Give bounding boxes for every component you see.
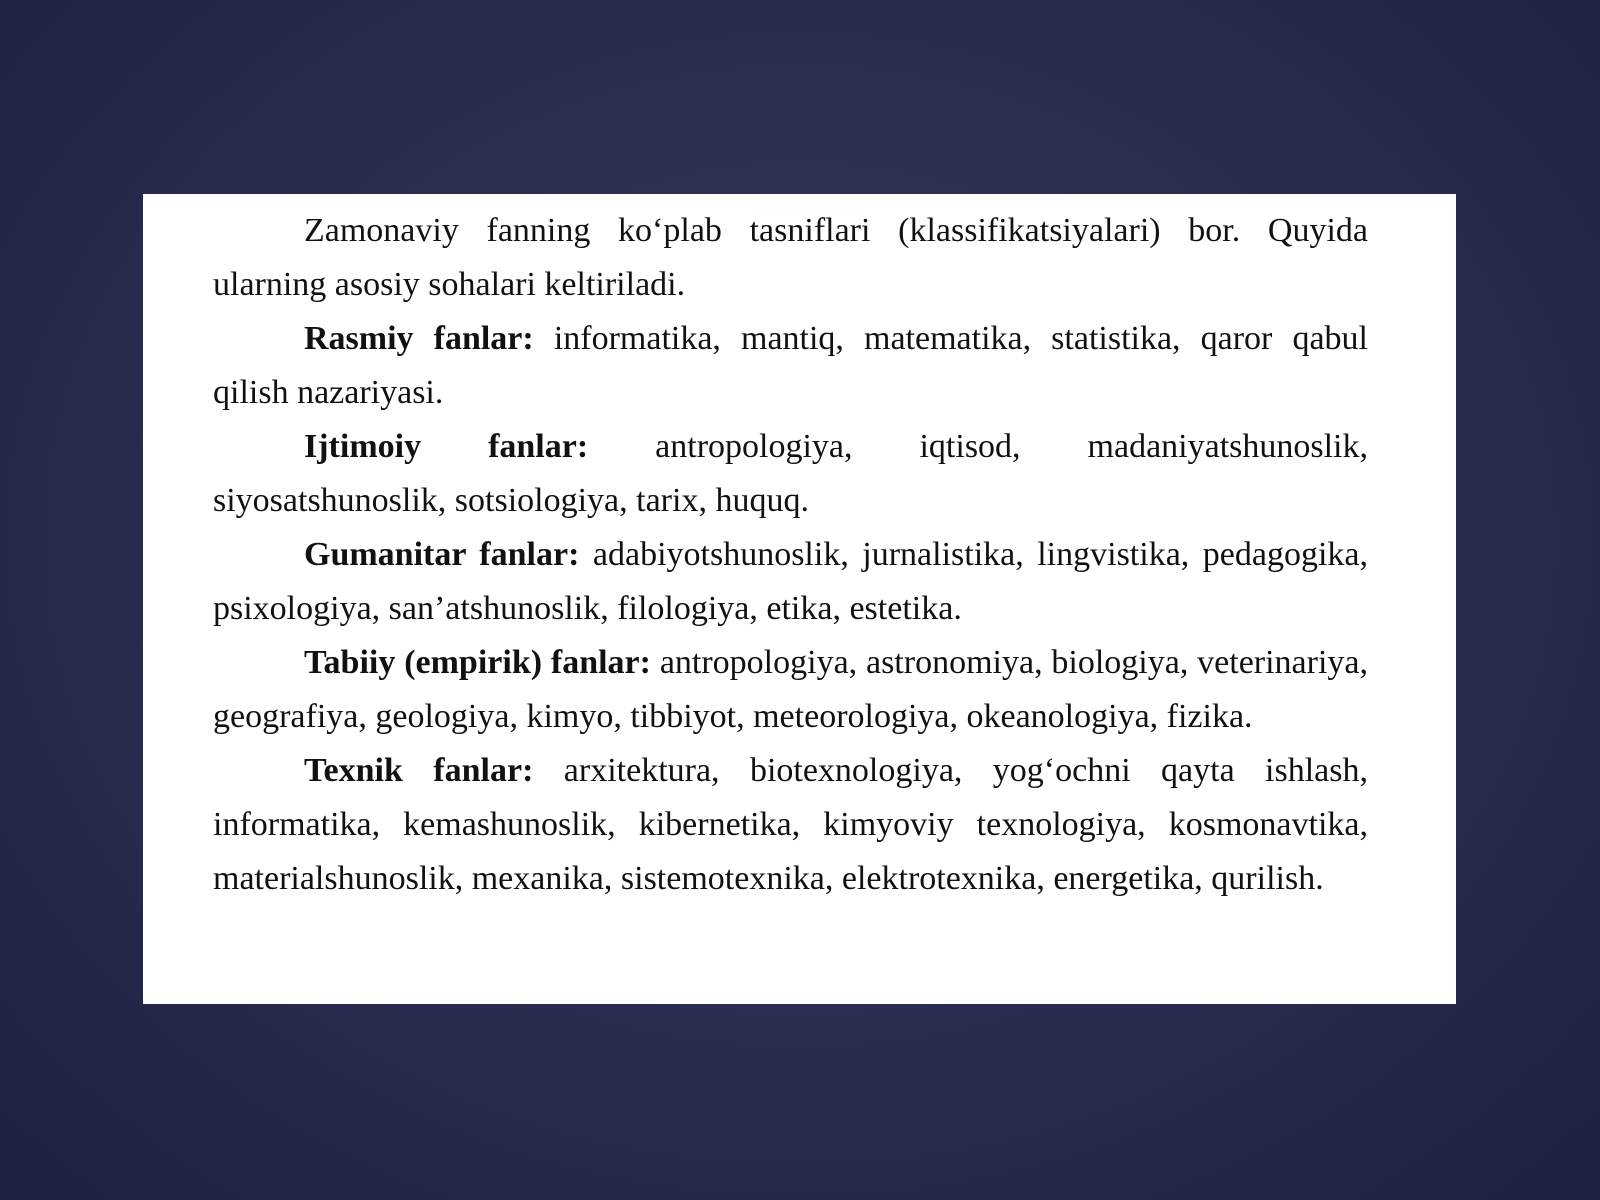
natural-sciences-text: antropologiya, astronomiya, biologiya, veterinariya, geografiya, geologiya, kimyo, tibbiyot, meteorologiya, okeanologiya, fizika. [213,644,1369,735]
intro-paragraph [213,204,1368,312]
humanities-paragraph [213,528,1368,636]
technical-sciences-term: Texnik fanlar: [304,752,534,789]
humanities-text: adabiyotshunoslik, jurnalistika, lingvistika, pedagogika, psixologiya, san’atshunoslik, filologiya, etika, estetika. [213,536,1368,627]
natural-sciences-term: Tabiiy (empirik) fanlar: [304,644,651,681]
formal-sciences-text: informatika, mantiq, matematika, statistika, qaror qabul qilish nazariyasi. [213,320,1368,411]
intro-text: Zamonaviy fanning ko‘plab tasniflari (klassifikatsiyalari) bor. Quyida ularning asosiy sohalari keltiriladi. [213,212,1368,303]
technical-sciences-text: arxitektura, biotexnologiya, yog‘ochni qayta ishlash, informatika, kemashunoslik, kibernetika, kimyoviy texnologiya, kosmonavtika, materialshunoslik, mexanika, sistemotexnika, elektrotexnika, energetika, qurilish. [213,752,1369,897]
social-sciences-paragraph [213,420,1368,528]
social-sciences-text: antropologiya, iqtisod, madaniyatshunoslik, siyosatshunoslik, sotsiologiya, tarix, huquq. [213,428,1368,519]
social-sciences-term: Ijtimoiy fanlar: [304,428,589,465]
natural-sciences-paragraph [213,636,1368,744]
technical-sciences-paragraph [213,744,1368,906]
humanities-term: Gumanitar fanlar: [304,536,580,573]
formal-sciences-paragraph [213,312,1368,420]
text-card [143,194,1456,1004]
formal-sciences-term: Rasmiy fanlar: [304,320,534,357]
